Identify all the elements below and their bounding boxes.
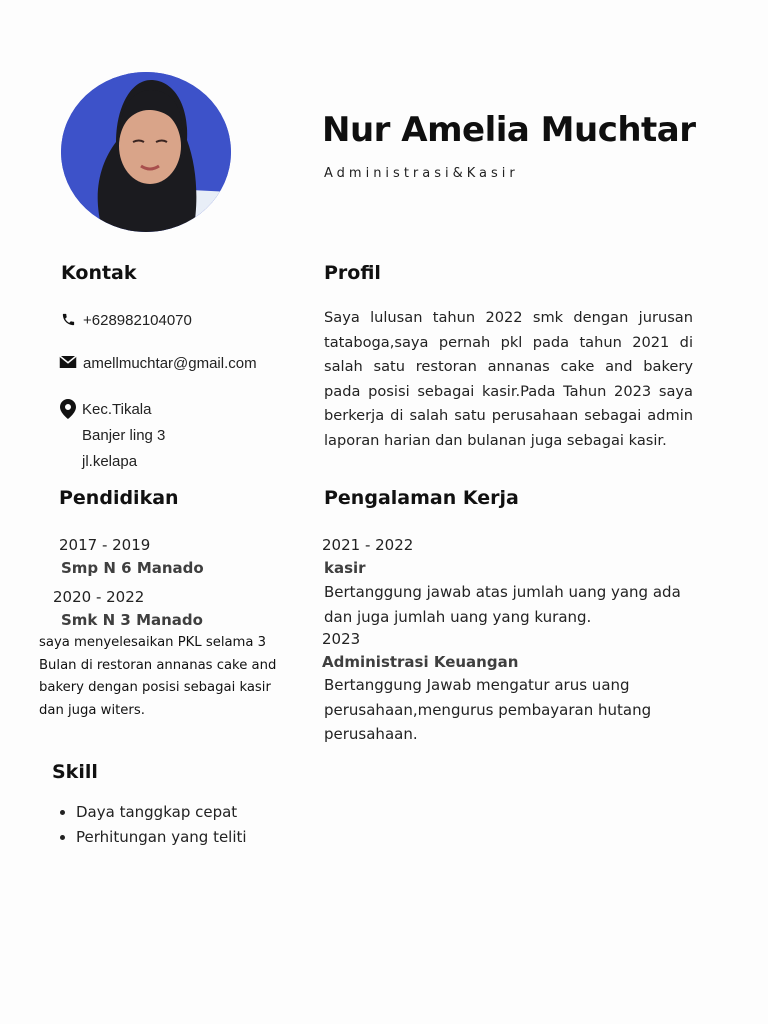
education-period: 2017 - 2019: [59, 536, 151, 554]
email-address[interactable]: amellmuchtar@gmail.com: [83, 355, 257, 372]
education-note: saya menyelesaikan PKL selama 3 Bulan di restoran annanas cake and bakery dengan posisi sebagai kasir dan juga witers.: [39, 635, 277, 718]
candidate-role: Administrasi&Kasir: [324, 166, 519, 181]
address-line: Kec.Tikala: [82, 401, 152, 418]
profile-heading: Profil: [324, 262, 381, 284]
portrait-illustration: [61, 72, 231, 232]
experience-desc: Bertanggung Jawab mengatur arus uang perusahaan,mengurus pembayaran hutang perusahaan.: [324, 676, 652, 743]
candidate-name: Nur Amelia Muchtar: [322, 110, 696, 150]
education-period: 2020 - 2022: [53, 588, 145, 606]
address-line: Banjer ling 3: [82, 427, 166, 444]
contact-address-row: [60, 399, 165, 475]
experience-heading: Pengalaman Kerja: [324, 487, 519, 509]
experience-period: 2021 - 2022: [322, 536, 414, 554]
contact-phone-row: [61, 312, 192, 331]
education-heading: Pendidikan: [59, 487, 179, 509]
contact-heading: Kontak: [61, 262, 137, 284]
contact-email-row: [59, 355, 257, 373]
skill-item: • Perhitungan yang teliti: [76, 825, 247, 850]
skills-list: [52, 800, 247, 850]
address-line: jl.kelapa: [82, 453, 138, 470]
profile-text: Saya lulusan tahun 2022 smk dengan jurusan tataboga,saya pernah pkl pada tahun 2021 di salah satu restoran annanas cake and bakery pada posisi sebagai kasir.Pada Tahun 2023 saya berkerja di salah satu perusahaan sebagai admin laporan harian dan bulanan juga sebagai kasir.: [324, 309, 693, 449]
phone-number[interactable]: +628982104070: [83, 312, 192, 329]
profile-photo: [61, 72, 231, 232]
address-lines: [82, 397, 165, 475]
education-school: Smk N 3 Manado: [61, 611, 203, 629]
experience-period: 2023: [322, 630, 361, 648]
phone-icon: [61, 312, 83, 331]
skill-item: • Daya tanggkap cepat: [76, 800, 247, 825]
experience-desc: Bertanggung jawab atas jumlah uang yang ada dan juga jumlah uang yang kurang.: [324, 583, 681, 626]
experience-title: Administrasi Keuangan: [322, 653, 519, 671]
location-pin-icon: [60, 399, 82, 423]
skills-heading: Skill: [52, 761, 98, 783]
email-icon: [59, 355, 83, 373]
education-school: Smp N 6 Manado: [61, 559, 204, 577]
experience-title: kasir: [324, 559, 366, 577]
